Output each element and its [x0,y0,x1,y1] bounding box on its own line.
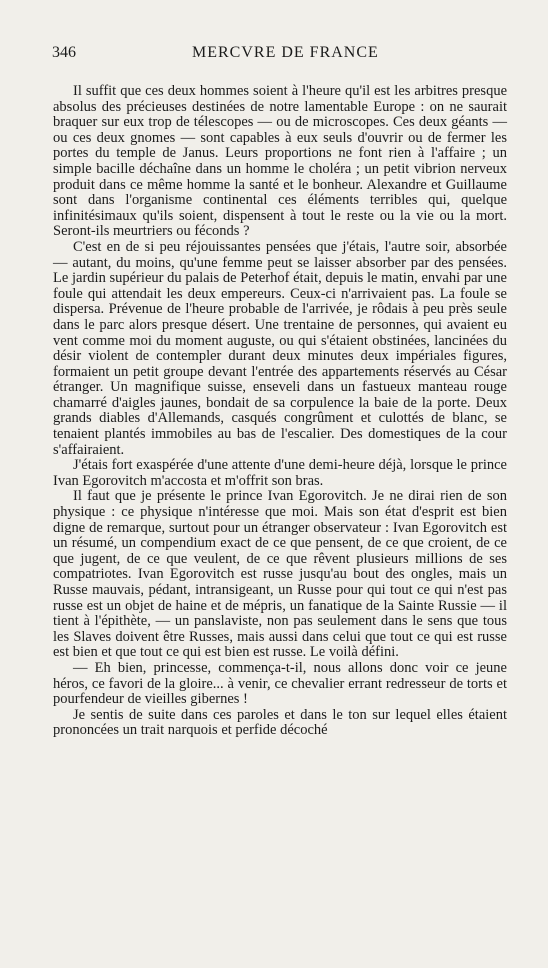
paragraph: C'est en de si peu réjouissantes pensées que j'étais, l'autre soir, absorbée — autant, du moins, qu'une femme peut se laisser absorber par des pensées. Le jardin supérieur du palais de Peterhof était, depuis le matin, envahi par une foule qui attendait les deux empereurs. Ceux-ci n'arrivaient pas. La foule se dispersa. Prévenue de l'heure probable de l'arrivée, je rôdais à peu près seule dans le parc alors presque désert. Une trentaine de personnes, qui avaient eu vent comme moi du moment auguste, ou qui s'étaient obstinées, lancinées du désir violent de contempler durant deux minutes deux impériales figures, formaient un petit groupe devant l'entrée des appartements réservés au César étranger. Un magnifique suisse, enseveli dans un fastueux manteau rouge chamarré d'aigles jaunes, bondait de sa corpulence la baie de la porte. Deux grands diables d'Allemands, casqués congrûment et culottés de blanc, se tenaient plantés immobiles au bas de l'escalier. Des domestiques de la cour s'affairaient. [53,238,507,458]
paragraph: — Eh bien, princesse, commença-t-il, nous allons donc voir ce jeune héros, ce favori de la gloire... à venir, ce chevalier errant redresseur de torts et pourfendeur de vieilles gibernes ! [53,659,507,708]
page-number: 346 [52,44,76,61]
paragraph: J'étais fort exaspérée d'une attente d'une demi-heure déjà, lorsque le prince Ivan Egorovitch m'accosta et m'offrit son bras. [53,457,507,489]
paragraph: Il faut que je présente le prince Ivan Egorovitch. Je ne dirai rien de son physique : ce physique n'intéresse que moi. Mais son état d'esprit est bien digne de remarque, surtout pour un étranger observateur : Ivan Egorovitch est un résumé, un compendium exact de ce que pensent, de ce que croient, de ce que jugent, de ce que veulent, de ce que rêvent plusieurs millions de ses compatriotes. Ivan Egorovitch est russe jusqu'au bout des ongles, mais un Russe mauvais, pédant, intransigeant, un Russe pour qui tout ce qui n'est pas russe est un objet de haine et de mépris, un fanatique de la Sainte Russie — il tient à l'épithète, — un panslaviste, non pas seulement dans le sens que tous les Slaves doivent être Russes, mais aussi dans celui que tout ce qui est russe est bien et que tout ce qui est bien est russe. Le voilà défini. [53,488,507,661]
paragraph: Il suffit que ces deux hommes soient à l'heure qu'il est les arbitres presque absolus des précieuses destinées de notre lamentable Europe : on ne saurait braquer sur eux trop de télescopes — ou de microscopes. Ces deux géants — ou ces deux gnomes — sont capables à eux seuls d'ouvrir ou de fermer les portes du temple de Janus. Leurs proportions ne font rien à l'affaire ; un simple bacille déchaîne dans un homme le choléra ; un petit vibrion nerveux produit dans ce même homme la santé et le bonheur. Alexandre et Guillaume sont dans l'organisme continental ces éléments terribles qui, quelque infinitésimaux qu'ils soient, dispensent à tout le reste ou la vie ou la mort. Seront-ils meurtriers ou féconds ? [53,83,507,240]
running-title: MERCVRE DE FRANCE [192,44,379,61]
paragraph: Je sentis de suite dans ces paroles et dans le ton sur lequel elles étaient prononcées un trait narquois et perfide décoché [53,706,507,739]
body-text [53,84,507,739]
page-header [52,44,507,66]
